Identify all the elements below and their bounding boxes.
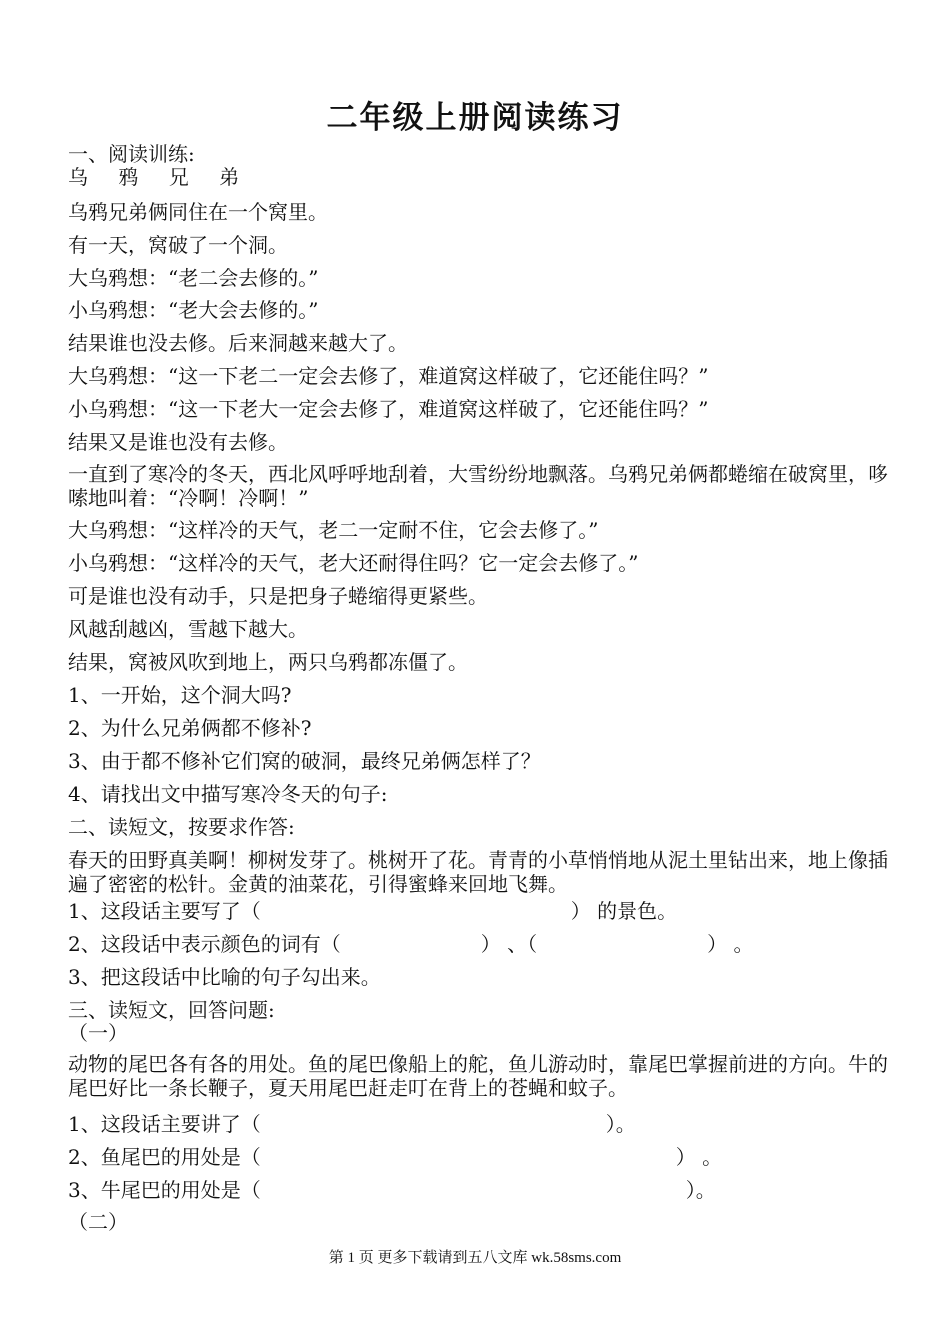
question: 1、一开始，这个洞大吗? xyxy=(68,683,292,707)
question-text: ）。 xyxy=(605,1112,636,1136)
paragraph: 结果，窝被风吹到地上，两只乌鸦都冻僵了。 xyxy=(68,650,468,674)
page-footer: 第 1 页 更多下载请到五八文库 wk.58sms.com xyxy=(328,1250,622,1266)
section1-heading: 一、阅读训练: xyxy=(68,142,195,166)
section2-heading: 二、读短文，按要求作答: xyxy=(68,815,295,839)
question-text: 2、鱼尾巴的用处是（ xyxy=(68,1145,261,1169)
question-text: ） 。 xyxy=(675,1145,723,1169)
paragraph: 大乌鸦想：“这样冷的天气，老二一定耐不住，它会去修了。” xyxy=(68,518,599,542)
story-title: 乌 鸦 兄 弟 xyxy=(68,165,252,189)
paragraph: 结果又是谁也没有去修。 xyxy=(68,430,288,454)
paragraph: 结果谁也没去修。后来洞越来越大了。 xyxy=(68,331,408,355)
question: 4、请找出文中描写寒冷冬天的句子: xyxy=(68,782,388,806)
page-title: 二年级上册阅读练习 xyxy=(326,100,624,136)
fill-in-question xyxy=(68,1178,716,1202)
fill-in-question xyxy=(68,1145,722,1169)
question-text: ） 。 xyxy=(707,932,754,956)
fill-in-question xyxy=(68,1112,636,1136)
paragraph: 大乌鸦想：“老二会去修的。” xyxy=(68,266,319,290)
question-text: ）。 xyxy=(685,1178,716,1202)
section2-passage: 春天的田野真美啊！柳树发芽了。桃树开了花。青青的小草悄悄地从泥土里钻出来，地上像插遍了密密的松针。金黄的油菜花，引得蜜蜂来回地飞舞。 xyxy=(68,848,888,896)
section3-passage: 动物的尾巴各有各的用处。鱼的尾巴像船上的舵，鱼儿游动时，靠尾巴掌握前进的方向。牛的尾巴好比一条长鞭子，夏天用尾巴赶走叮在背上的苍蝇和蚊子。 xyxy=(68,1052,888,1100)
fill-in-question xyxy=(68,932,753,956)
paragraph: 大乌鸦想：“这一下老二一定会去修了，难道窝这样破了，它还能住吗？” xyxy=(68,364,709,388)
part-label: （一） xyxy=(68,1021,128,1045)
question-text: ） 、（ xyxy=(480,932,538,956)
paragraph: 一直到了寒冷的冬天，西北风呼呼地刮着，大雪纷纷地飘落。乌鸦兄弟俩都蜷缩在破窝里，哆嗦地叫着：“冷啊！冷啊！” xyxy=(68,462,888,510)
paragraph: 小乌鸦想：“老大会去修的。” xyxy=(68,298,319,322)
question-text: 1、这段话主要讲了（ xyxy=(68,1112,261,1136)
paragraph: 小乌鸦想：“这样冷的天气，老大还耐得住吗？它一定会去修了。” xyxy=(68,551,639,575)
paragraph: 有一天，窝破了一个洞。 xyxy=(68,233,288,257)
question: 3、由于都不修补它们窝的破洞，最终兄弟俩怎样了？ xyxy=(68,749,541,773)
paragraph: 可是谁也没有动手，只是把身子蜷缩得更紧些。 xyxy=(68,584,488,608)
question: 2、为什么兄弟俩都不修补? xyxy=(68,716,312,740)
paragraph: 风越刮越凶，雪越下越大。 xyxy=(68,617,308,641)
section3-heading: 三、读短文，回答问题: xyxy=(68,998,275,1022)
question-text: 1、这段话主要写了（ xyxy=(68,899,261,923)
question-text: 3、牛尾巴的用处是（ xyxy=(68,1178,261,1202)
part-label: （二） xyxy=(68,1210,128,1234)
paragraph: 小乌鸦想：“这一下老大一定会去修了，难道窝这样破了，它还能住吗？” xyxy=(68,397,709,421)
fill-in-question xyxy=(68,899,677,923)
paragraph: 乌鸦兄弟俩同住在一个窝里。 xyxy=(68,200,328,224)
question-text: ） 的景色。 xyxy=(570,899,678,923)
question-text: 2、这段话中表示颜色的词有（ xyxy=(68,932,341,956)
question: 3、把这段话中比喻的句子勾出来。 xyxy=(68,965,381,989)
